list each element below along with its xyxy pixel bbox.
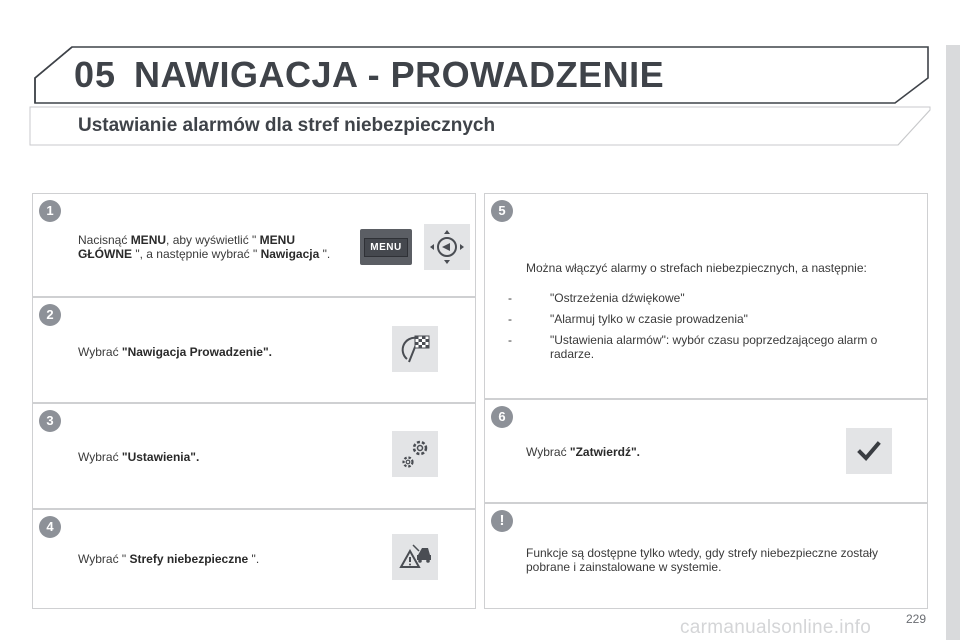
list-item: - "Ostrzeżenia dźwiękowe" [508, 291, 685, 305]
step-2-text: Wybrać "Nawigacja Prowadzenie". [78, 345, 272, 359]
step-number-badge: 5 [491, 200, 513, 222]
page-number: 229 [906, 612, 927, 626]
chapter-title: NAWIGACJA - PROWADZENIE [134, 54, 665, 95]
step-number-badge: 6 [491, 406, 513, 428]
step-6-text: Wybrać "Zatwierdź". [526, 445, 640, 459]
step-number-badge: 3 [39, 410, 61, 432]
alarm-options-list [508, 291, 908, 368]
step-number-badge: 1 [39, 200, 61, 222]
settings-gears-icon [392, 431, 438, 477]
step-5-intro: Można włączyć alarmy o strefach niebezpiecznych, a następnie: [526, 261, 867, 275]
section-title: Ustawianie alarmów dla stref niebezpiecznych [78, 115, 496, 136]
list-item: - "Ustawienia alarmów": wybór czasu poprzedzającego alarm o radarze. [508, 333, 878, 361]
watermark: carmanualsonline.info [680, 617, 872, 638]
step-number-badge: 2 [39, 304, 61, 326]
step-4-text: Wybrać " Strefy niebezpieczne ". [78, 552, 260, 566]
warning-badge: ! [491, 510, 513, 532]
step-number-badge: 4 [39, 516, 61, 538]
list-item: - "Alarmuj tylko w czasie prowadzenia" [508, 312, 748, 326]
chapter-number: 05 [74, 54, 117, 95]
step-3-text: Wybrać "Ustawienia". [78, 450, 200, 464]
menu-button[interactable]: MENU [360, 229, 412, 265]
danger-zone-icon [392, 534, 438, 580]
navigation-flag-icon [392, 326, 438, 372]
note-text: Funkcje są dostępne tylko wtedy, gdy strefy niebezpieczne zostały pobrane i zainstalowane w systemie. [526, 546, 878, 574]
step-1-text: Nacisnąć MENU, aby wyświetlić " MENU GŁÓWNE ", a następnie wybrać " Nawigacja ". [78, 233, 331, 261]
navigation-joystick-icon [424, 224, 470, 270]
checkmark-icon[interactable] [846, 428, 892, 474]
